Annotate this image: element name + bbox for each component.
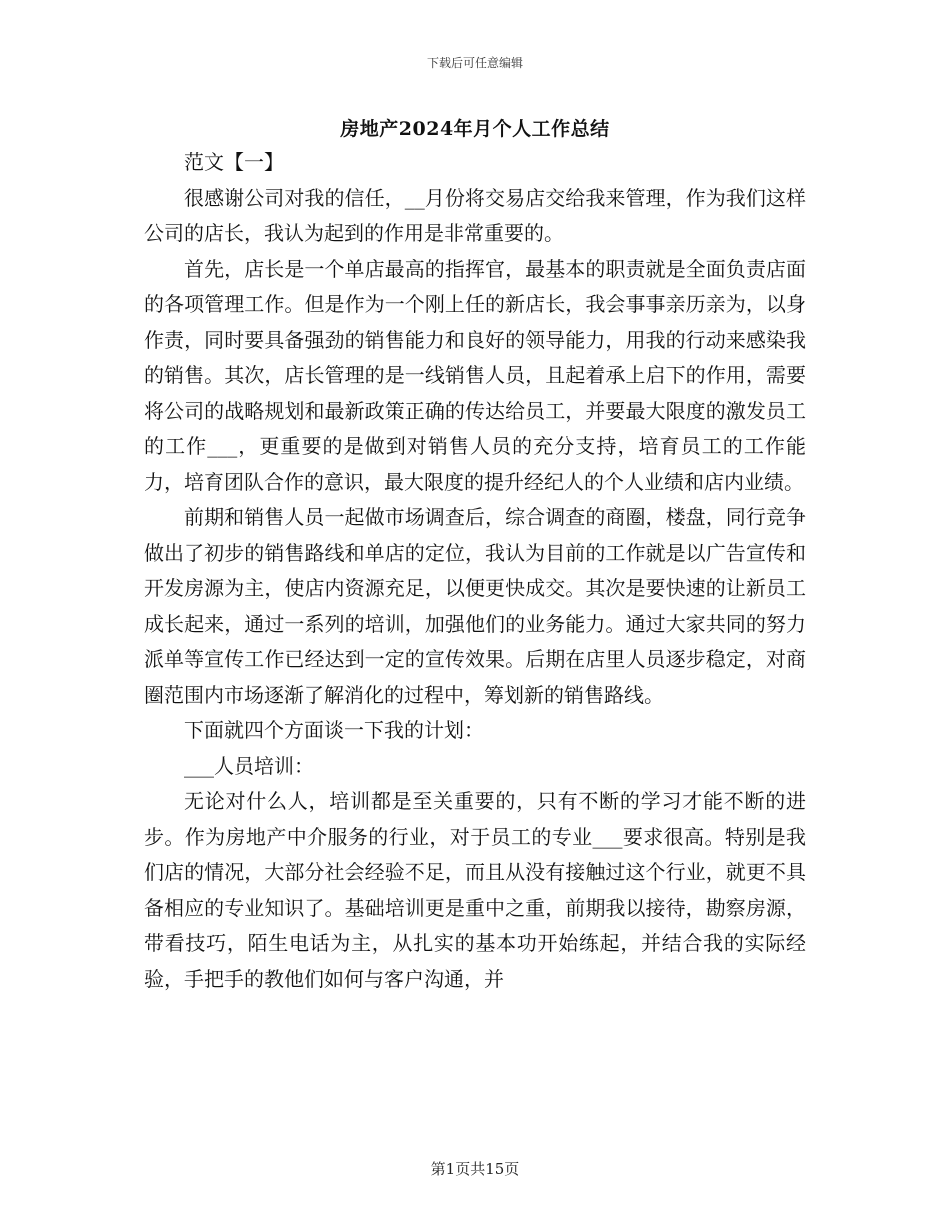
page-number: 第1页共15页 (430, 1160, 520, 1178)
document-title: 房地产2024年月个人工作总结 (340, 118, 610, 140)
paragraph-section-label: 范文【一】 (184, 150, 284, 174)
paragraph-plan-intro: 下面就四个方面谈一下我的计划： (184, 718, 484, 742)
document-body (144, 145, 806, 997)
paragraph-market: 前期和销售人员一起做市场调查后，综合调查的商圈，楼盘，同行竞争做出了初步的销售路线和单店的定位，我认为目前的工作就是以广告宣传和开发房源为主，使店内资源充足，以便更快成交。其次是要快速的让新员工成长起来，通过一系列的培训，加强他们的业务能力。通过大家共同的努力派单等宣传工作已经达到一定的宣传效果。后期在店里人员逐步稳定，对商圈范围内市场逐渐了解消化的过程中，筹划新的销售路线。 (144, 505, 806, 707)
paragraph-training: 无论对什么人，培训都是至关重要的，只有不断的学习才能不断的进步。作为房地产中介服务的行业，对于员工的专业___要求很高。特别是我们店的情况，大部分社会经验不足，而且从没有接触过这个行业，就更不具备相应的专业知识了。基础培训更是重中之重，前期我以接待，勘察房源，带看技巧，陌生电话为主，从扎实的基本功开始练起，并结合我的实际经验，手把手的教他们如何与客户沟通，并 (144, 789, 806, 991)
header-note: 下载后可任意编辑 (426, 56, 523, 70)
paragraph-training-heading: ___人员培训： (184, 753, 314, 778)
paragraph-intro: 很感谢公司对我的信任，__月份将交易店交给我来管理，作为我们这样公司的店长，我认为起到的作用是非常重要的。 (144, 185, 806, 245)
paragraph-duties: 首先，店长是一个单店最高的指挥官，最基本的职责就是全面负责店面的各项管理工作。但是作为一个刚上任的新店长，我会事事亲历亲为，以身作责，同时要具备强劲的销售能力和良好的领导能力，用我的行动来感染我的销售。其次，店长管理的是一线销售人员，且起着承上启下的作用，需要将公司的战略规划和最新政策正确的传达给员工，并要最大限度的激发员工的工作___，更重要的是做到对销售人员的充分支持，培育员工的工作能力，培育团队合作的意识，最大限度的提升经纪人的个人业绩和店内业绩。 (144, 256, 806, 494)
